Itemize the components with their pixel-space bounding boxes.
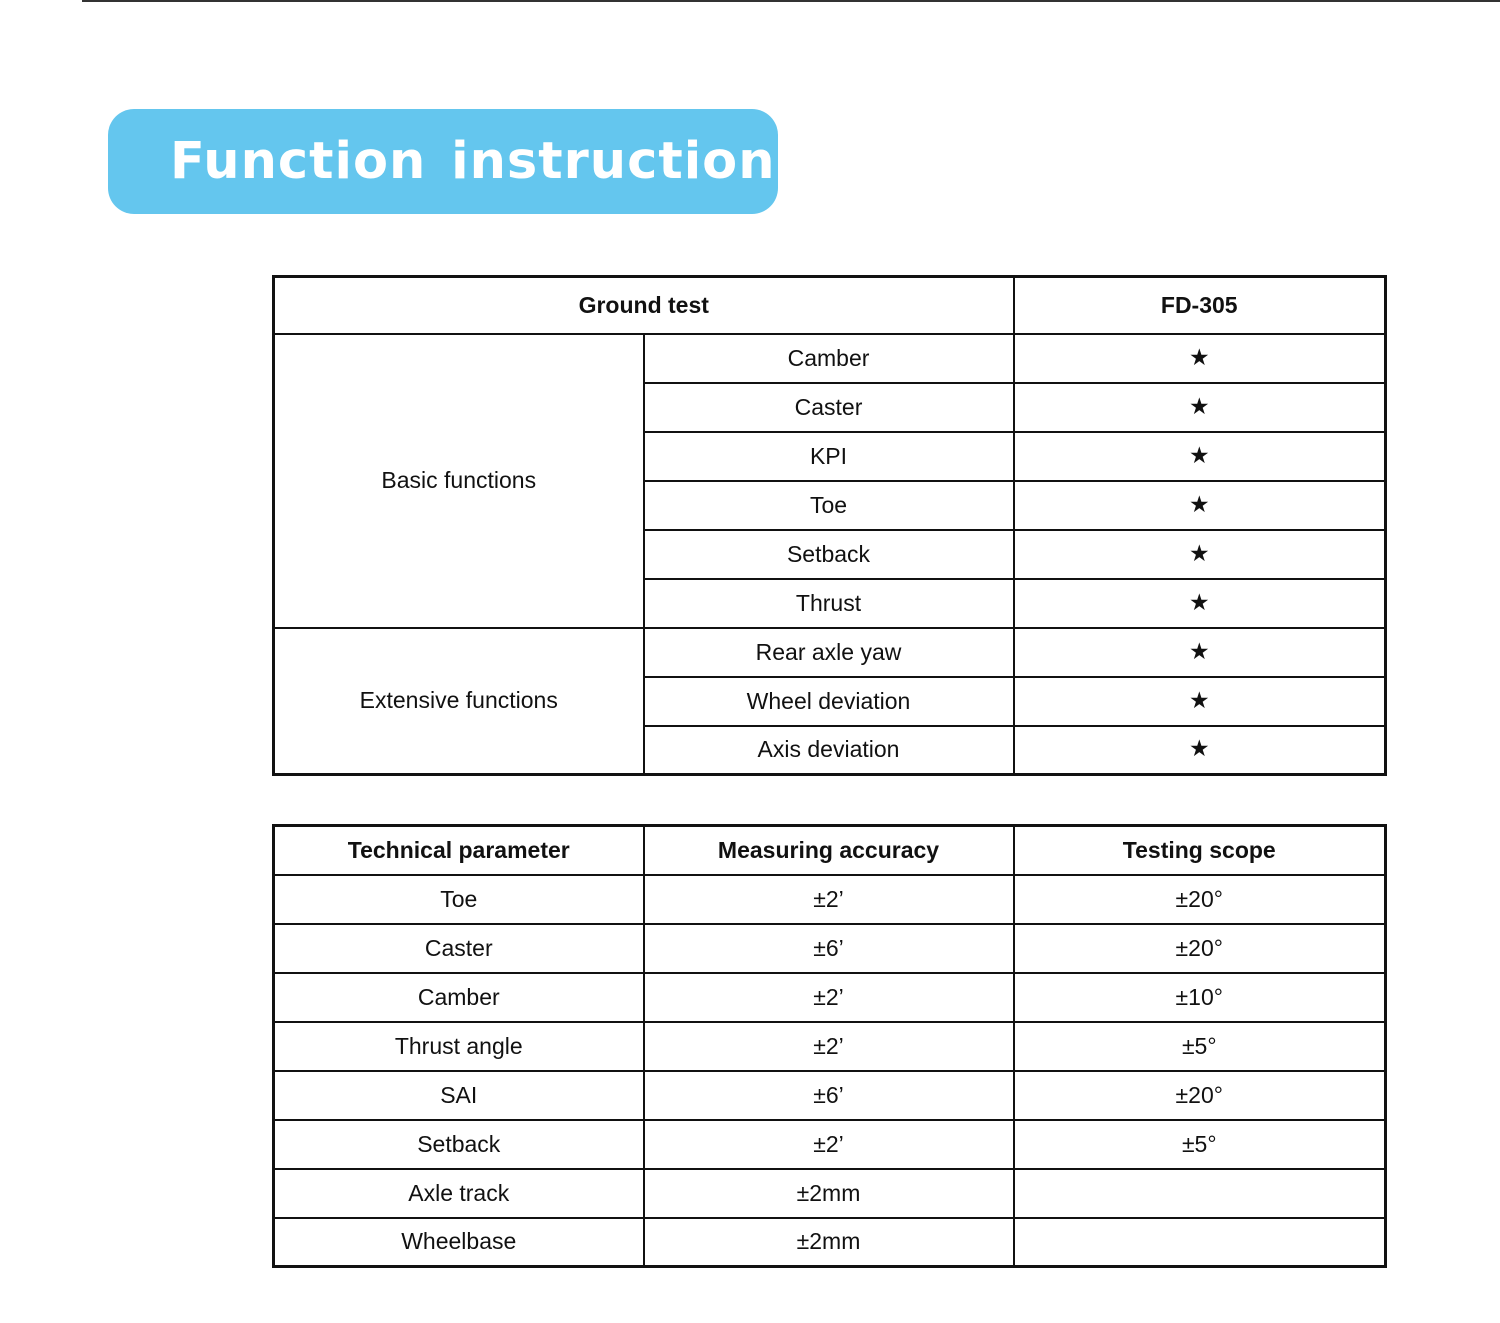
header-testing-scope: Testing scope <box>1014 826 1386 875</box>
function-name: Toe <box>644 481 1014 530</box>
param-name: Thrust angle <box>274 1022 644 1071</box>
star-icon: ★ <box>1014 432 1386 481</box>
param-name: Wheelbase <box>274 1218 644 1267</box>
table-row <box>274 628 1386 677</box>
function-name: Thrust <box>644 579 1014 628</box>
parameters-header-row <box>274 826 1386 875</box>
table-row <box>274 1218 1386 1267</box>
star-icon: ★ <box>1014 383 1386 432</box>
param-name: SAI <box>274 1071 644 1120</box>
param-name: Caster <box>274 924 644 973</box>
section-banner <box>108 109 778 214</box>
star-icon: ★ <box>1014 530 1386 579</box>
table-row <box>274 924 1386 973</box>
param-scope: ±10° <box>1014 973 1386 1022</box>
table-row <box>274 973 1386 1022</box>
header-technical-parameter: Technical parameter <box>274 826 644 875</box>
header-model: FD-305 <box>1014 277 1386 334</box>
function-name: Wheel deviation <box>644 677 1014 726</box>
table-row <box>274 334 1386 383</box>
param-accuracy: ±6’ <box>644 924 1014 973</box>
group-label-basic: Basic functions <box>274 334 644 628</box>
top-divider <box>82 0 1500 2</box>
param-accuracy: ±2’ <box>644 973 1014 1022</box>
table-row <box>274 1120 1386 1169</box>
param-accuracy: ±2’ <box>644 1022 1014 1071</box>
star-icon: ★ <box>1014 628 1386 677</box>
param-name: Setback <box>274 1120 644 1169</box>
group-label-extensive: Extensive functions <box>274 628 644 775</box>
param-accuracy: ±2mm <box>644 1169 1014 1218</box>
header-measuring-accuracy: Measuring accuracy <box>644 826 1014 875</box>
parameters-table <box>272 824 1387 1268</box>
star-icon: ★ <box>1014 481 1386 530</box>
star-icon: ★ <box>1014 726 1386 775</box>
param-name: Camber <box>274 973 644 1022</box>
param-accuracy: ±2’ <box>644 1120 1014 1169</box>
table-row <box>274 875 1386 924</box>
function-name: Rear axle yaw <box>644 628 1014 677</box>
function-name: Camber <box>644 334 1014 383</box>
param-scope: ±5° <box>1014 1022 1386 1071</box>
param-name: Axle track <box>274 1169 644 1218</box>
param-scope: ±20° <box>1014 875 1386 924</box>
function-name: Caster <box>644 383 1014 432</box>
param-name: Toe <box>274 875 644 924</box>
star-icon: ★ <box>1014 579 1386 628</box>
param-scope: ±20° <box>1014 924 1386 973</box>
section-title: Function instruction <box>170 132 776 191</box>
function-name: Setback <box>644 530 1014 579</box>
param-accuracy: ±2’ <box>644 875 1014 924</box>
param-scope <box>1014 1169 1386 1218</box>
functions-table <box>272 275 1387 776</box>
table-row <box>274 1169 1386 1218</box>
param-scope: ±20° <box>1014 1071 1386 1120</box>
functions-header-row <box>274 277 1386 334</box>
star-icon: ★ <box>1014 334 1386 383</box>
star-icon: ★ <box>1014 677 1386 726</box>
header-ground-test: Ground test <box>274 277 1014 334</box>
function-name: KPI <box>644 432 1014 481</box>
table-row <box>274 1071 1386 1120</box>
param-scope <box>1014 1218 1386 1267</box>
param-accuracy: ±2mm <box>644 1218 1014 1267</box>
function-name: Axis deviation <box>644 726 1014 775</box>
param-scope: ±5° <box>1014 1120 1386 1169</box>
table-row <box>274 1022 1386 1071</box>
param-accuracy: ±6’ <box>644 1071 1014 1120</box>
